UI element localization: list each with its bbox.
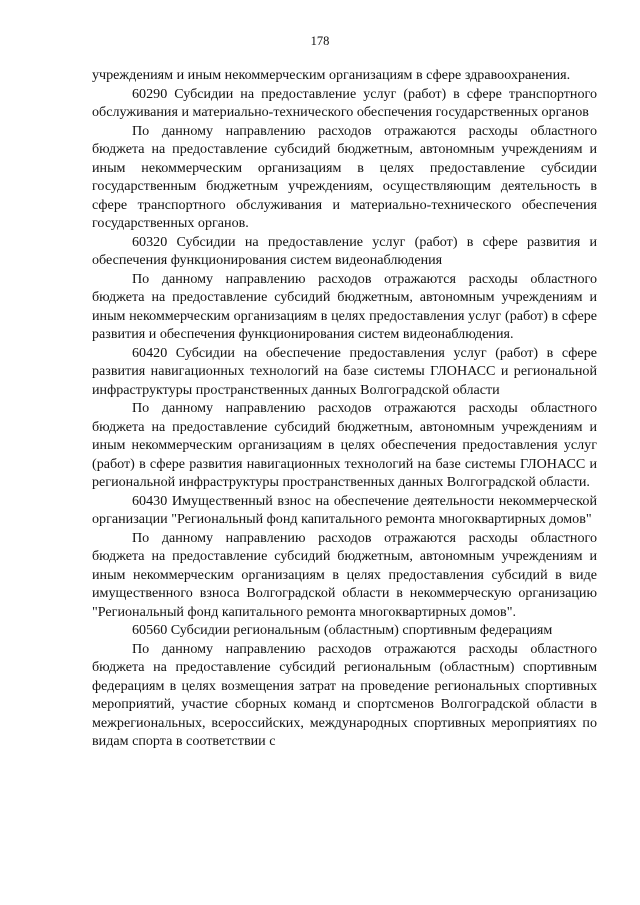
heading-60420: 60420 Субсидии на обеспечение предоставления услуг (работ) в сфере развития навигационных технологий на базе системы ГЛОНАСС и региональной инфраструктуры пространственных данных Волгоградской области [92, 344, 597, 398]
paragraph-60560-description: По данному направлению расходов отражаются расходы областного бюджета на предоставление субсидий региональным (областным) спортивным федерациям в целях возмещения затрат на проведение региональных спортивных мероприятий, участие сборных команд и спортсменов Волгоградской области в межрегиональных, всероссийских, международных спортивных мероприятиях по видам спорта в соответствии с [92, 640, 597, 749]
page-body [92, 66, 597, 751]
paragraph-60430-description: По данному направлению расходов отражаются расходы областного бюджета на предоставление субсидий бюджетным, автономным учреждениям и иным некоммерческим организациям в целях предоставления субсидий в виде имущественного взноса Волгоградской области в некоммерческую организацию "Региональный фонд капитального ремонта многоквартирных домов". [92, 529, 597, 620]
heading-60430: 60430 Имущественный взнос на обеспечение деятельности некоммерческой организации "Региональный фонд капитального ремонта многоквартирных домов" [92, 492, 597, 527]
paragraph-60320-description: По данному направлению расходов отражаются расходы областного бюджета на предоставление субсидий бюджетным, автономным учреждениям и иным некоммерческим организациям в целях предоставления услуг (работ) в сфере развития и обеспечения функционирования систем видеонаблюдения. [92, 270, 597, 342]
heading-60560: 60560 Субсидии региональным (областным) спортивным федерациям [132, 622, 553, 638]
heading-60290: 60290 Субсидии на предоставление услуг (работ) в сфере транспортного обслуживания и материально-технического обеспечения государственных органов [92, 85, 597, 120]
paragraph-60290-description: По данному направлению расходов отражаются расходы областного бюджета на предоставление субсидий бюджетным, автономным учреждениям и иным некоммерческим организациям в целях предоставление субсидии государственным бюджетным учреждениям, осуществляющим деятельность в сфере транспортного обслуживания и материально-технического обеспечения государственных органов. [92, 122, 597, 231]
paragraph-continuation: учреждениям и иным некоммерческим организациям в сфере здравоохранения. [92, 67, 571, 83]
page-number: 178 [310, 34, 330, 48]
heading-60320: 60320 Субсидии на предоставление услуг (работ) в сфере развития и обеспечения функционирования систем видеонаблюдения [92, 233, 597, 268]
paragraph-60420-description: По данному направлению расходов отражаются расходы областного бюджета на предоставление субсидий бюджетным, автономным учреждениям и иным некоммерческим организациям в целях обеспечения предоставления услуг (работ) в сфере развития навигационных технологий на базе системы ГЛОНАСС и региональной инфраструктуры пространственных данных Волгоградской области. [92, 400, 597, 490]
